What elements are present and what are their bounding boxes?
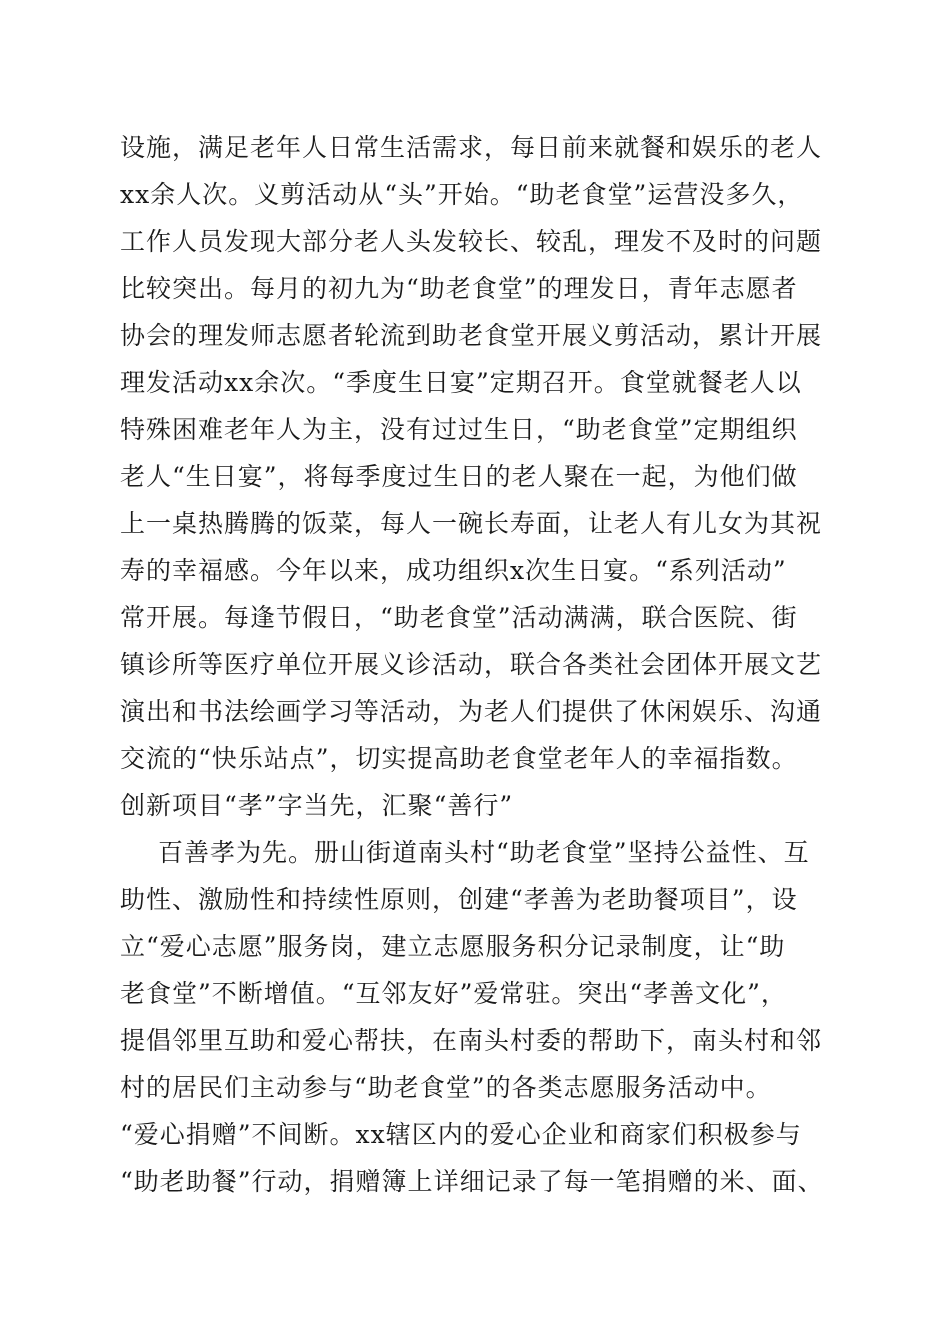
- body-text: [120, 124, 830, 1205]
- text-line: 村的居民们主动参与“助老食堂”的各类志愿服务活动中。: [120, 1073, 772, 1102]
- text-line: 助性、激励性和持续性原则，创建“孝善为老助餐项目”，设: [120, 885, 798, 914]
- text-line: 工作人员发现大部分老人头发较长、较乱，理发不及时的问题: [120, 227, 823, 256]
- text-line: xx余人次。义剪活动从“头”开始。“助老食堂”运营没多久，: [120, 180, 804, 209]
- text-line: 老食堂”不断增值。“互邻友好”爱常驻。突出“孝善文化”，: [120, 979, 787, 1008]
- text-line: 寿的幸福感。今年以来，成功组织x次生日宴。“系列活动”: [120, 556, 787, 585]
- text-line: 交流的“快乐站点”，切实提高助老食堂老年人的幸福指数。: [120, 744, 798, 773]
- text-line: “助老助餐”行动，捐赠簿上详细记录了每一笔捐赠的米、面、: [120, 1167, 824, 1196]
- text-line: “爱心捐赠”不间断。xx辖区内的爱心企业和商家们积极参与: [120, 1120, 802, 1149]
- text-line: 上一桌热腾腾的饭菜，每人一碗长寿面，让老人有儿女为其祝: [120, 509, 823, 538]
- text-line: 常开展。每逢节假日，“助老食堂”活动满满，联合医院、街: [120, 603, 798, 632]
- text-line: 演出和书法绘画学习等活动，为老人们提供了休闲娱乐、沟通: [120, 697, 823, 726]
- text-line: 协会的理发师志愿者轮流到助老食堂开展义剪活动，累计开展: [120, 321, 823, 350]
- text-line: 老人“生日宴”，将每季度过生日的老人聚在一起，为他们做: [120, 462, 798, 491]
- text-line: 比较突出。每月的初九为“助老食堂”的理发日，青年志愿者: [120, 274, 798, 303]
- text-line: 理发活动xx余次。“季度生日宴”定期召开。食堂就餐老人以: [120, 368, 802, 397]
- paragraph-start-line: 百善孝为先。册山街道南头村“助老食堂”坚持公益性、互: [158, 838, 810, 867]
- text-line: 特殊困难老年人为主，没有过过生日，“助老食堂”定期组织: [120, 415, 798, 444]
- text-line: 镇诊所等医疗单位开展义诊活动，联合各类社会团体开展文艺: [120, 650, 823, 679]
- text-line: 设施，满足老年人日常生活需求，每日前来就餐和娱乐的老人: [120, 133, 823, 162]
- section-heading: 创新项目“孝”字当先，汇聚“善行”: [120, 791, 514, 820]
- text-line: 提倡邻里互助和爱心帮扶，在南头村委的帮助下，南头村和邻: [120, 1026, 823, 1055]
- text-line: 立“爱心志愿”服务岗，建立志愿服务积分记录制度，让“助: [120, 932, 786, 961]
